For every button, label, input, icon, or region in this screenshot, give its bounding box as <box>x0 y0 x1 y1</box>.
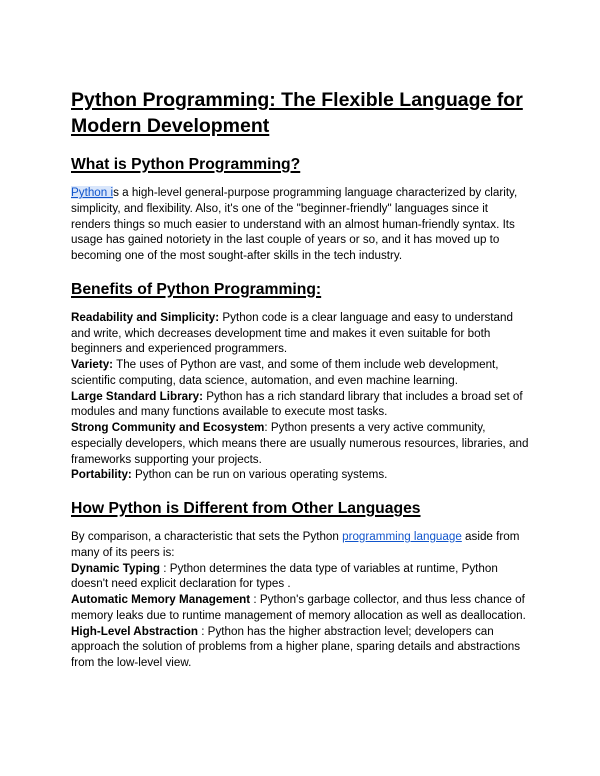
benefit-text-variety: The uses of Python are vast, and some of them include web development, scientific computing, data science, automation, and even machine learning. <box>71 358 499 387</box>
differences-paragraph <box>71 529 529 671</box>
difference-text-memory-management: : Python's garbage collector, and thus less chance of memory leaks due to runtime management of memory allocation as well as deallocation. <box>71 593 526 622</box>
benefit-text-readability: Python code is a clear language and easy to understand and write, which decreases development time and makes it even suitable for both beginners and experienced programmers. <box>71 310 513 356</box>
intro-paragraph-text: s a high-level general-purpose programming language characterized by clarity, simplicity, and flexibility. Also, it's one of the "beginner-friendly" languages since it renders things so much easier to understand with an almost human-friendly syntax. Its usage has gained notoriety in the last couple of years or so, and it has moved up to becoming one of the most sought-after skills in the tech industry. <box>71 186 518 262</box>
intro-paragraph <box>71 185 529 264</box>
document-title: Python Programming: The Flexible Language for Modern Development <box>71 89 523 137</box>
benefit-item-readability <box>71 310 529 357</box>
difference-label-abstraction: High-Level Abstraction <box>71 624 198 638</box>
benefits-paragraph <box>71 310 529 483</box>
benefit-text-portability: Python can be run on various operating systems. <box>131 468 388 482</box>
heading-how-different: How Python is Different from Other Languages <box>71 500 421 517</box>
benefit-label-community: Strong Community and Ecosystem <box>71 421 265 434</box>
difference-item-abstraction <box>71 624 529 671</box>
difference-label-memory-management: Automatic Memory Management <box>71 593 251 606</box>
programming-language-link[interactable]: programming language <box>342 530 462 543</box>
benefit-item-variety <box>71 357 529 389</box>
differences-intro-before-link: By comparison, a characteristic that sets the Python <box>71 530 343 543</box>
differences-intro <box>71 529 529 561</box>
difference-item-memory-management <box>71 592 529 624</box>
benefit-label-standard-library: Large Standard Library: <box>71 389 203 403</box>
benefit-text-standard-library: Python has a rich standard library that includes a broad set of modules and many functions available to execute most tasks. <box>71 389 523 419</box>
benefit-text-community: : Python presents a very active community, especially developers, which means there are usually numerous resources, libraries, and frameworks supporting your projects. <box>71 421 529 466</box>
difference-text-dynamic-typing: : Python determines the data type of variables at runtime, Python doesn't need explicit declaration for types . <box>71 561 498 591</box>
difference-label-dynamic-typing: Dynamic Typing <box>71 561 161 575</box>
difference-text-abstraction: : Python has the higher abstraction level; developers can approach the solution of problems from a higher plane, sparing details and abstractions from the low-level view. <box>71 624 521 669</box>
heading-benefits: Benefits of Python Programming: <box>71 280 322 298</box>
python-link[interactable]: Python i <box>71 186 114 199</box>
benefit-label-variety: Variety: <box>71 358 114 371</box>
benefit-item-portability <box>71 467 529 483</box>
heading-what-is-python: What is Python Programming? <box>71 156 301 173</box>
benefit-item-community <box>71 420 529 467</box>
benefit-item-standard-library <box>71 389 529 421</box>
benefit-label-portability: Portability: <box>71 468 132 482</box>
difference-item-dynamic-typing <box>71 561 529 593</box>
benefit-label-readability: Readability and Simplicity: <box>71 310 220 324</box>
differences-intro-after-link: aside from many of its peers is: <box>71 530 520 559</box>
